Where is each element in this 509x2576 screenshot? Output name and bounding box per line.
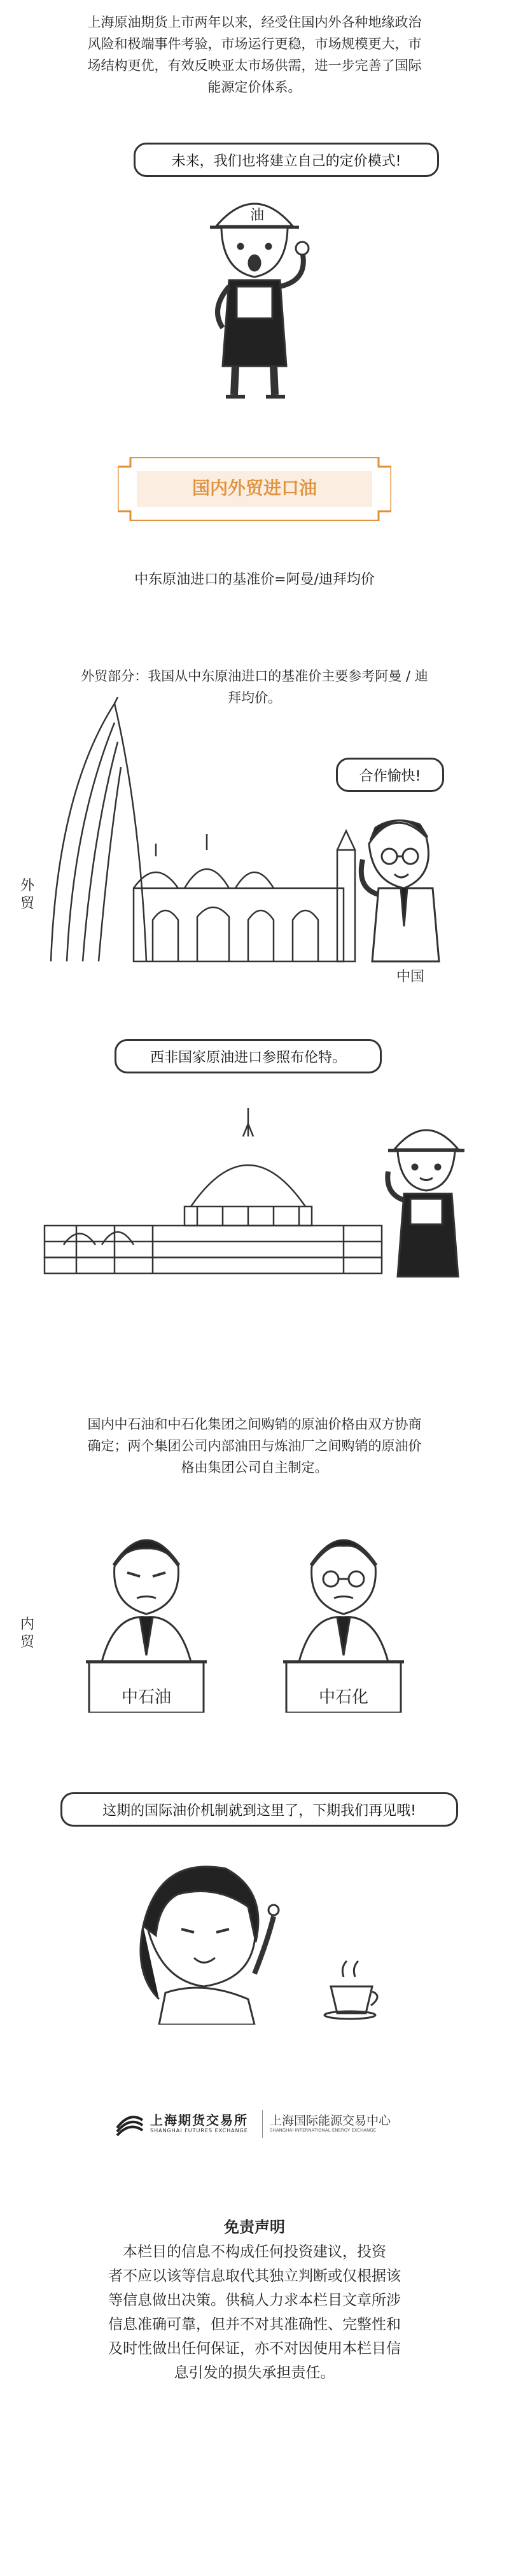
middle-east-architecture-illustration — [38, 697, 445, 965]
disclaimer-line: 息引发的损失承担责任。 — [174, 2365, 335, 2381]
speech-bubble-west-africa: 西非国家原油进口参照布伦特。 — [115, 1039, 382, 1073]
sfe-name-en: SHANGHAI FUTURES EXCHANGE — [150, 2128, 248, 2134]
helmet-label: 油 — [249, 208, 265, 223]
exchange-logo — [115, 2107, 394, 2146]
sfe-name-cn: 上海期货交易所 — [150, 2112, 248, 2128]
speech-bubble-cooperation: 合作愉快! — [336, 758, 444, 792]
label-char: 内 — [20, 1617, 34, 1632]
label-char: 外 — [20, 878, 34, 894]
presenter-girl-illustration — [121, 1846, 388, 2025]
domestic-trade-line: 格由集团公司自主制定。 — [181, 1460, 328, 1475]
disclaimer-title: 免责声明 — [224, 2218, 285, 2236]
disclaimer-line: 本栏目的信息不构成任何投资建议，投资 — [123, 2244, 386, 2260]
oil-worker-illustration — [191, 175, 318, 404]
section-title: 国内外贸进口油 — [192, 478, 317, 499]
speech-bubble-end: 这期的国际油价机制就到这里了，下期我们再见哦! — [60, 1792, 458, 1827]
label-foreign-trade — [19, 877, 36, 913]
desk-label-cnpc: 中石油 — [121, 1688, 171, 1707]
label-china: 中国 — [396, 969, 425, 985]
domestic-trade-line: 国内中石油和中石化集团之间购销的原油价格由双方协商 — [87, 1417, 422, 1432]
ine-name-cn: 上海国际能源交易中心 — [270, 2114, 391, 2128]
logo-divider — [262, 2110, 263, 2138]
disclaimer-line: 信息准确可靠，但并不对其准确性、完整性和 — [108, 2316, 401, 2333]
speech-bubble-future: 未来，我们也将建立自己的定价模式! — [134, 143, 439, 177]
london-architecture-illustration — [38, 1098, 471, 1289]
domestic-trade-paragraph — [25, 1413, 484, 1478]
disclaimer-body — [83, 2240, 426, 2385]
disclaimer-line: 等信息做出决策。供稿人力求本栏目文章所涉 — [108, 2292, 401, 2309]
executives-illustration — [76, 1509, 420, 1713]
label-char: 贸 — [20, 896, 34, 912]
intro-paragraph — [25, 11, 484, 98]
foreign-trade-line: 拜均价。 — [228, 690, 281, 705]
disclaimer-line: 者不应以该等信息取代其独立判断或仅根据该 — [108, 2268, 401, 2284]
foreign-trade-line: 外贸部分：我国从中东原油进口的基准价主要参考阿曼 / 迪 — [81, 669, 428, 684]
intro-line: 风险和极端事件考验，市场运行更稳，市场规模更大，市 — [87, 36, 422, 52]
label-char: 贸 — [20, 1634, 34, 1650]
sfe-emblem-icon — [115, 2109, 145, 2139]
intro-line: 能源定价体系。 — [207, 80, 302, 95]
disclaimer-line: 及时性做出任何保证，亦不对因使用本栏目信 — [108, 2340, 401, 2357]
label-domestic-trade — [19, 1616, 36, 1652]
domestic-trade-line: 确定；两个集团公司内部油田与炼油厂之间购销的原油价 — [87, 1438, 422, 1454]
intro-line: 场结构更优，有效反映亚太市场供需，进一步完善了国际 — [87, 58, 422, 73]
desk-label-sinopec: 中石化 — [318, 1688, 368, 1707]
ine-name-en: SHANGHAI INTERNATIONAL ENERGY EXCHANGE — [270, 2128, 377, 2133]
mideast-benchmark-text: 中东原油进口的基准价=阿曼/迪拜均价 — [134, 572, 375, 588]
intro-line: 上海原油期货上市两年以来，经受住国内外各种地缘政治 — [87, 15, 422, 30]
